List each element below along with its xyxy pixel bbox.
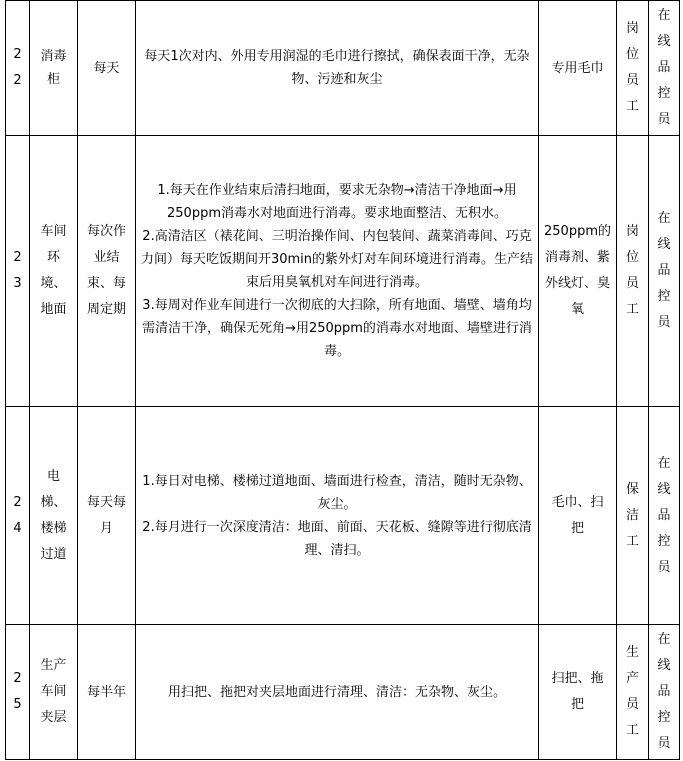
row-number: 25 bbox=[6, 625, 30, 760]
table-row bbox=[6, 625, 680, 760]
cleaning-schedule-table bbox=[5, 0, 680, 760]
content-line: 2.高清洁区（裱花间、三明治操作间、内包装间、蔬菜消毒间、巧克力间）每天吃饭期间开30min的紫外灯对车间环境进行消毒。生产结束后用臭氧机对车间进行消毒。 bbox=[140, 229, 534, 290]
row-number: 24 bbox=[6, 407, 30, 625]
frequency-cell: 每半年 bbox=[78, 625, 136, 760]
executor-cell: 岗位员工 bbox=[617, 1, 649, 136]
row-number: 22 bbox=[6, 1, 30, 136]
content-cell bbox=[136, 136, 539, 407]
content-line: 1.每日对电梯、楼梯过道地面、墙面进行检查，清洁，随时无杂物、灰尘。 bbox=[142, 473, 532, 512]
tools-cell: 250ppm的消毒剂、紫外线灯、臭氧 bbox=[539, 136, 617, 407]
row-number: 23 bbox=[6, 136, 30, 407]
content-cell bbox=[136, 407, 539, 625]
tools-cell: 毛巾、扫把 bbox=[539, 407, 617, 625]
frequency-cell: 每次作业结束、每周定期 bbox=[78, 136, 136, 407]
content-cell bbox=[136, 1, 539, 136]
content-line: 1.每天在作业结束后清扫地面，要求无杂物→清洁干净地面→用250ppm消毒水对地面进行消毒。要求地面整洁、无积水。 bbox=[157, 183, 517, 221]
content-cell bbox=[136, 625, 539, 760]
area-cell: 车间环境、地面 bbox=[30, 136, 78, 407]
area-cell: 生产车间夹层 bbox=[30, 625, 78, 760]
content-line: 用扫把、拖把对夹层地面进行清理、清洁：无杂物、灰尘。 bbox=[167, 684, 506, 700]
tools-cell: 专用毛巾 bbox=[539, 1, 617, 136]
table-row bbox=[6, 407, 680, 625]
table-row bbox=[6, 136, 680, 407]
supervisor-cell: 在线品控员 bbox=[649, 407, 680, 625]
executor-cell: 生产员工 bbox=[617, 625, 649, 760]
executor-cell: 保洁工 bbox=[617, 407, 649, 625]
content-line: 3.每周对作业车间进行一次彻底的大扫除，所有地面、墙壁、墙角均需清洁干净，确保无死角→用250ppm的消毒水对地面、墙壁进行消毒。 bbox=[142, 298, 532, 359]
frequency-cell: 每天每月 bbox=[78, 407, 136, 625]
supervisor-cell: 在线品控员 bbox=[649, 136, 680, 407]
supervisor-cell: 在线品控员 bbox=[649, 625, 680, 760]
table-row bbox=[6, 1, 680, 136]
content-line: 2.每月进行一次深度清洁：地面、前面、天花板、缝隙等进行彻底清理、清扫。 bbox=[142, 519, 532, 558]
area-cell: 消毒柜 bbox=[30, 1, 78, 136]
area-cell: 电梯、楼梯过道 bbox=[30, 407, 78, 625]
executor-cell: 岗位员工 bbox=[617, 136, 649, 407]
frequency-cell: 每天 bbox=[78, 1, 136, 136]
tools-cell: 扫把、拖把 bbox=[539, 625, 617, 760]
content-line: 每天1次对内、外用专用润湿的毛巾进行擦拭，确保表面干净，无杂物、污迹和灰尘 bbox=[144, 49, 530, 87]
supervisor-cell: 在线品控员 bbox=[649, 1, 680, 136]
